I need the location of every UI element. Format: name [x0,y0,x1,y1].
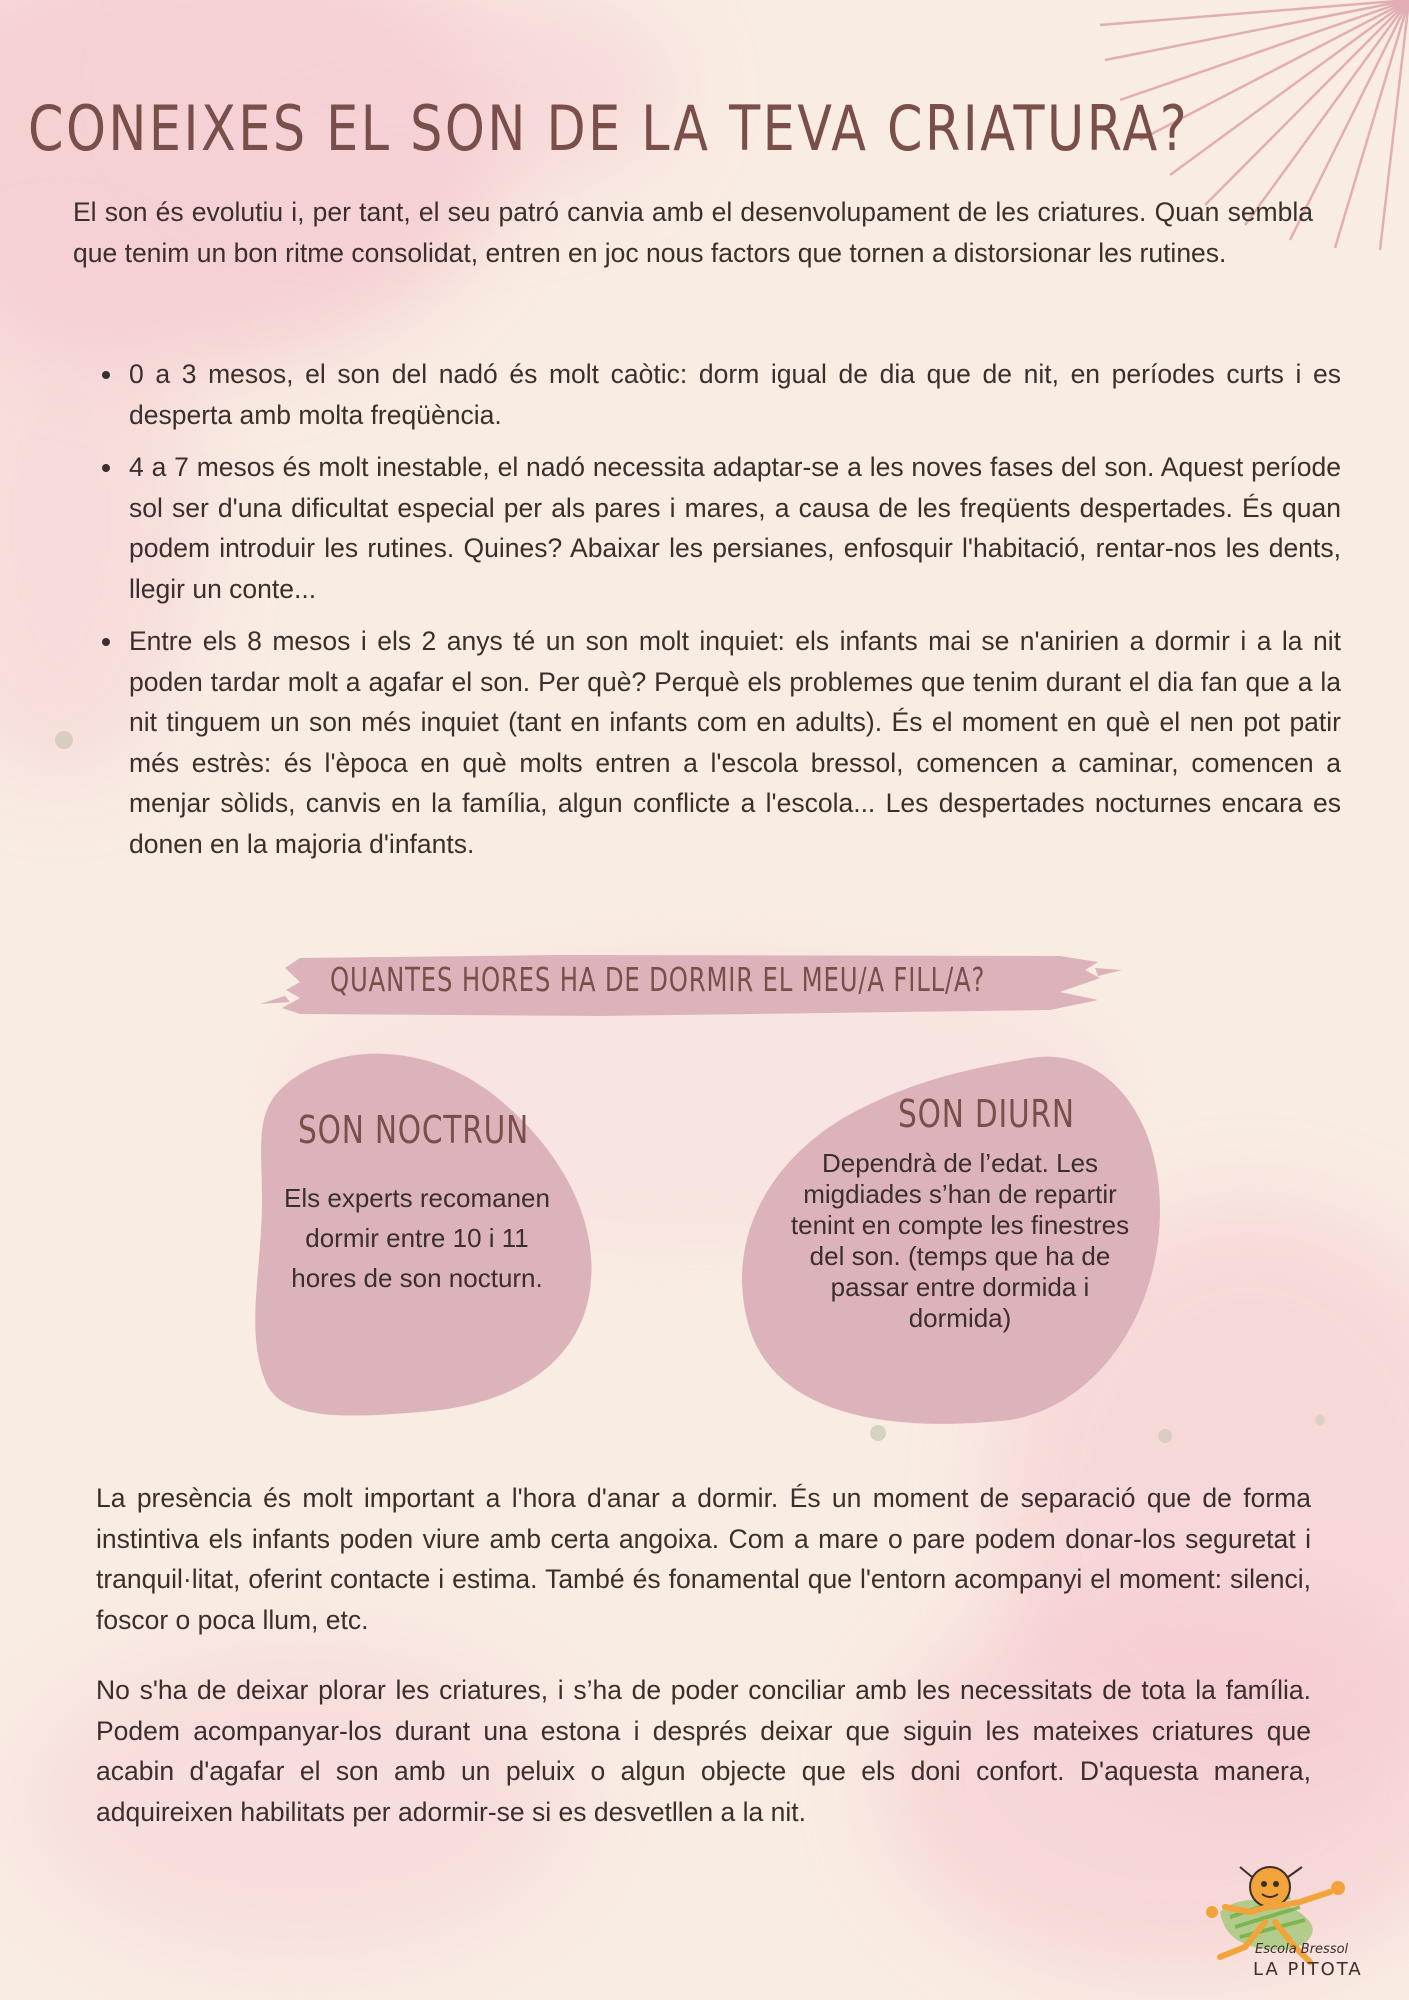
list-item: • Entre els 8 mesos i els 2 anys té un son molt inquiet: els infants mai se n'anirien a dormir i a la nit poden tardar molt a agafar el son. Per què? Perquè els problemes que tenim durant el dia fan que a la nit tinguem un son més inquiet (tant en infants com en adults). És el moment en què el nen pot patir més estrès: és l'època en què molts entren a l'escola bressol, comencen a caminar, comencen a menjar sòlids, canvis en la família, algun conflicte a l'escola... Les despertades nocturnes encara es donen en la majoria d'infants. [125,621,1341,864]
presence-paragraph: La presència és molt important a l'hora d'anar a dormir. És un moment de separació que de forma instintiva els infants poden viure amb certa angoixa. Com a mare o pare podem donar-los seguretat i tranquil·litat, oferint contacte i estima. També és fonamental que l'entorn acompanyi el moment: silenci, foscor o poca llum, etc. [96,1483,1311,1635]
page-title: CONEIXES EL SON DE LA TEVA CRIATURA? [28,92,1190,165]
logo-subtitle: Escola Bressol [1255,1942,1349,1957]
night-sleep-text: Els experts recomanen dormir entre 10 i 11 hores de son nocturn. [284,1183,550,1293]
banner-heading: QUANTES HORES HA DE DORMIR EL MEU/A FILL/A? [330,960,986,999]
day-sleep-title: SON DIURN [898,1092,1075,1136]
night-sleep-title: SON NOCTRUN [298,1108,530,1152]
crying-paragraph: No s'ha de deixar plorar les criatures, i s’ha de poder conciliar amb les necessitats de tota la família. Podem acompanyar-los durant una estona i després deixar que siguin les mateixes criatures que acabin d'agafar el son amb un peluix o algun objecte que els doni confort. D'aquesta manera, adquireixen habilitats per adormir-se si es desvetllen a la nit. [96,1675,1311,1827]
day-sleep-text: Dependrà de l’edat. Les migdiades s’han de repartir tenint en compte les finestres del son. (temps que ha de passar entre dormida i dormida) [790,1148,1130,1333]
logo-name: LA PITOTA [1253,1959,1363,1980]
list-item: • 0 a 3 mesos, el son del nadó és molt caòtic: dorm igual de dia que de nit, en períodes curts i es desperta amb molta freqüència. [125,354,1341,435]
intro-paragraph: El son és evolutiu i, per tant, el seu patró canvia amb el desenvolupament de les criatures. Quan sembla que tenim un bon ritme consolidat, entren en joc nous factors que tornen a distorsionar les rutines. [73,197,1313,268]
list-item: • 4 a 7 mesos és molt inestable, el nadó necessita adaptar-se a les noves fases del son. Aquest període sol ser d'una dificultat especial per als pares i mares, a causa de les freqüents despertades. És quan podem introduir les rutines. Quines? Abaixar les persianes, enfosquir l'habitació, rentar-nos les dents, llegir un conte... [125,447,1341,609]
sleep-stages-list [95,354,1341,876]
